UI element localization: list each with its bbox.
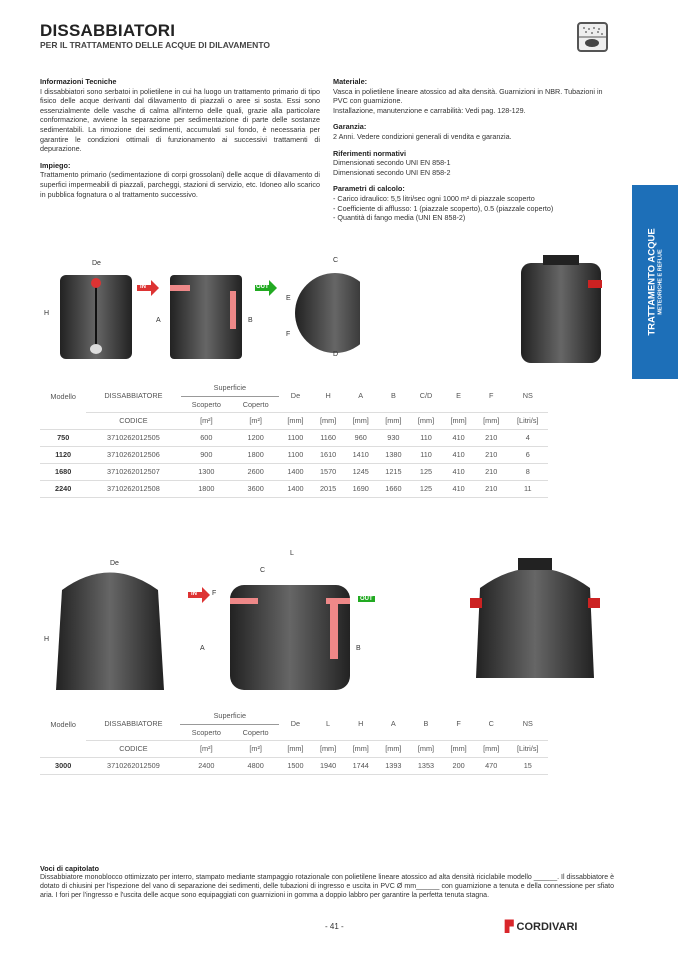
col-header: L <box>312 708 345 740</box>
col-dissabbiatore: DISSABBIATORE <box>86 380 180 412</box>
unit-cell: [mm] <box>475 740 508 757</box>
table-cell: 1393 <box>377 757 410 774</box>
units-row <box>40 412 548 429</box>
sand-separator-icon <box>577 22 608 52</box>
label-l: L <box>290 550 294 557</box>
table-cell: 1100 <box>279 429 312 446</box>
table-cell: 3710262012505 <box>86 429 180 446</box>
table-cell: 1690 <box>344 480 377 497</box>
table-cell: 6 <box>508 446 548 463</box>
table-cell: 1610 <box>312 446 345 463</box>
unit-cell: [mm] <box>279 740 312 757</box>
label-out: OUT <box>360 596 373 602</box>
table-cell: 930 <box>377 429 410 446</box>
table-cell: 1245 <box>344 463 377 480</box>
unit-cell: [mm] <box>312 740 345 757</box>
unit-cell: [m²] <box>232 740 279 757</box>
table-cell: 1380 <box>377 446 410 463</box>
specification-text <box>40 864 614 900</box>
tech-info-text: I dissabbiatori sono serbatoi in polietilene in cui ha luogo un trattamento primario di tipo fisico delle acque derivanti dal dilavamento di piazzali o aree si sosta. Essi sono essenzialmente delle vasche di calma all'interno delle quali, grazie alla particolare conformazione, avviene la separazione per sedimentazione di parte delle sostanze sedimentabili. La rimozione dei sedimenti, accumulati sul fondo, è necessaria per garantire le condizioni ottimali di funzionamento ai successivi trattamenti di depurazione. <box>40 86 320 154</box>
col-header: H <box>312 380 345 412</box>
table-cell: 15 <box>508 757 548 774</box>
unit-cell: [mm] <box>410 740 443 757</box>
table-cell: 1353 <box>410 757 443 774</box>
unit-cell: [mm] <box>279 412 312 429</box>
table-cell: 1400 <box>279 480 312 497</box>
label-f: F <box>286 331 291 338</box>
specs-table-1 <box>40 380 548 498</box>
table-row <box>40 446 548 463</box>
table-cell: 410 <box>442 480 475 497</box>
label-e: E <box>286 295 291 302</box>
page-number: - 41 - <box>325 922 344 931</box>
table-cell: 2600 <box>232 463 279 480</box>
table-cell: 1800 <box>181 480 233 497</box>
col-coperto: Coperto <box>232 724 279 740</box>
table-cell: 110 <box>410 446 443 463</box>
col-superficie: Superficie <box>181 380 280 396</box>
table-cell: 1570 <box>312 463 345 480</box>
table-cell: 600 <box>181 429 233 446</box>
unit-cell: [Litri/s] <box>508 740 548 757</box>
brand-name: CORDIVARI <box>516 921 578 933</box>
table-cell: 410 <box>442 463 475 480</box>
table-cell: 11 <box>508 480 548 497</box>
col-scoperto: Scoperto <box>181 396 233 412</box>
table-cell: 3600 <box>232 480 279 497</box>
model-cell: 750 <box>40 429 86 446</box>
col-header: H <box>344 708 377 740</box>
table-cell: 3710262012508 <box>86 480 180 497</box>
label-a: A <box>200 645 205 652</box>
unit-cell: [Litri/s] <box>508 412 548 429</box>
unit-cell: [mm] <box>410 412 443 429</box>
tank-photo-vertical <box>513 255 609 367</box>
unit-cell: [mm] <box>442 412 475 429</box>
material-text: Vasca in polietilene lineare atossico ad alta densità. Guarnizioni in NBR. Tubazioni in PVC con guarnizione. Installazione, manutenzione e carrabilità: Vedi pag. 128-129. <box>333 86 603 115</box>
tank-photo-horizontal <box>470 548 600 688</box>
label-in: IN <box>191 591 197 597</box>
warranty-heading: Garanzia: <box>333 122 367 132</box>
unit-cell: [mm] <box>377 740 410 757</box>
label-c: C <box>260 567 266 574</box>
page-title: DISSABBIATORI <box>40 21 176 40</box>
table-cell: 960 <box>344 429 377 446</box>
standards-heading: Riferimenti normativi <box>333 148 406 158</box>
label-h: H <box>44 310 50 317</box>
label-in: IN <box>140 284 146 290</box>
brand-logo <box>505 920 577 933</box>
table-cell: 1215 <box>377 463 410 480</box>
unit-cell: [mm] <box>344 740 377 757</box>
table-cell: 1160 <box>312 429 345 446</box>
label-c: C <box>333 257 339 264</box>
table-cell: 2400 <box>180 757 232 774</box>
unit-cell: [mm] <box>377 412 410 429</box>
col-header: C <box>475 708 508 740</box>
right-column <box>333 77 613 223</box>
table-cell: 1100 <box>279 446 312 463</box>
table-cell: 1400 <box>279 463 312 480</box>
col-header: E <box>442 380 475 412</box>
table-cell: 125 <box>410 480 443 497</box>
unit-cell: [mm] <box>312 412 345 429</box>
label-de: De <box>92 260 101 267</box>
table-cell: 1200 <box>232 429 279 446</box>
col-modello: Modello <box>50 719 76 729</box>
table-cell: 410 <box>442 446 475 463</box>
unit-cell: [mm] <box>344 412 377 429</box>
col-superficie: Superficie <box>180 708 279 724</box>
label-a: A <box>156 317 161 324</box>
col-header: C/D <box>410 380 443 412</box>
table-cell: 210 <box>475 463 508 480</box>
col-header: De <box>279 708 312 740</box>
table-cell: 210 <box>475 480 508 497</box>
table-cell: 900 <box>181 446 233 463</box>
section-tab-subtitle: METEORICHE E REFLUE <box>657 249 664 315</box>
table-cell: 470 <box>475 757 508 774</box>
unit-cell: CODICE <box>86 412 180 429</box>
table-cell: 8 <box>508 463 548 480</box>
col-header: F <box>442 708 475 740</box>
table-cell: 410 <box>442 429 475 446</box>
table-cell: 4800 <box>232 757 279 774</box>
table-cell: 125 <box>410 463 443 480</box>
section-tab <box>632 185 678 379</box>
table-cell: 3710262012507 <box>86 463 180 480</box>
unit-cell: [m²] <box>232 412 279 429</box>
table-cell: 3710262012509 <box>86 757 180 774</box>
voci-heading: Voci di capitolato <box>40 864 99 873</box>
col-scoperto: Scoperto <box>180 724 232 740</box>
model-cell: 2240 <box>40 480 86 497</box>
model-cell: 1120 <box>40 446 86 463</box>
label-de: De <box>110 560 119 567</box>
unit-cell: [m²] <box>181 412 233 429</box>
units-row <box>40 740 548 757</box>
table-cell: 3710262012506 <box>86 446 180 463</box>
table-cell: 1410 <box>344 446 377 463</box>
col-header: De <box>279 380 312 412</box>
table-cell: 210 <box>475 429 508 446</box>
label-out: OUT <box>256 284 269 290</box>
table-row <box>40 757 548 774</box>
col-header: NS <box>508 708 548 740</box>
table-cell: 210 <box>475 446 508 463</box>
calc-params-text: - Carico idraulico: 5,5 litri/sec ogni 1000 m² di piazzale scoperto - Coefficiente di afflusso: 1 (piazzale scoperto), 0.5 (piazzale coperto) - Quantità di fango media (UNI EN 858-2) <box>333 193 554 223</box>
label-h: H <box>44 636 50 643</box>
col-header: B <box>377 380 410 412</box>
table-row <box>40 480 548 497</box>
label-f: F <box>212 590 217 597</box>
tech-info-heading: Informazioni Tecniche <box>40 77 117 86</box>
table-cell: 1300 <box>181 463 233 480</box>
specs-table-2 <box>40 708 548 775</box>
unit-cell: [mm] <box>442 740 475 757</box>
label-d: D <box>333 351 339 358</box>
unit-cell: CODICE <box>86 740 180 757</box>
section-tab-title: TRATTAMENTO ACQUE <box>646 228 658 336</box>
tank-diagram-vertical <box>40 255 360 367</box>
table-cell: 1744 <box>344 757 377 774</box>
col-header: F <box>475 380 508 412</box>
table-row <box>40 429 548 446</box>
voci-text: Dissabbiatore monoblocco ottimizzato per interro, stampato mediante stampaggio rotazionale con polietilene lineare atossico ad alta densità riciclabile modello ______. Il dissabbiatore è dotato di chiusini per l'ispezione del vano di separazione dei sedimenti, delle tubazioni di ingresso e uscita in PVC Ø mm______ con guarnizione a tenuta e della connessione per sfiato aria. I fori per l'ingresso e l'uscita delle acque sono equipaggiati con guarnizioni in gomma a doppio labbro per garantire la perfetta tenuta stagna. <box>40 874 614 899</box>
warranty-text: 2 Anni. Vedere condizioni generali di vendita e garanzia. <box>333 131 512 141</box>
table-cell: 1660 <box>377 480 410 497</box>
table-cell: 2015 <box>312 480 345 497</box>
col-modello: Modello <box>50 391 76 401</box>
table-row <box>40 463 548 480</box>
model-cell: 1680 <box>40 463 86 480</box>
table-cell: 200 <box>442 757 475 774</box>
col-header: A <box>344 380 377 412</box>
tank-diagram-horizontal <box>40 550 380 700</box>
table-cell: 1940 <box>312 757 345 774</box>
table-cell: 4 <box>508 429 548 446</box>
usage-text: Trattamento primario (sedimentazione di corpi grossolani) delle acque di dilavamento di superfici impermeabili di piazzali, parcheggi, stazioni di servizio, etc. Idoneo allo scarico in pubblica fognatura o al trattamento successivo. <box>40 170 320 199</box>
unit-cell: [m²] <box>180 740 232 757</box>
label-b: B <box>248 317 253 324</box>
table-cell: 1500 <box>279 757 312 774</box>
col-header: NS <box>508 380 548 412</box>
material-heading: Materiale: <box>333 77 368 86</box>
unit-cell: [mm] <box>475 412 508 429</box>
table-cell: 110 <box>410 429 443 446</box>
col-header: B <box>410 708 443 740</box>
col-dissabbiatore: DISSABBIATORE <box>86 708 180 740</box>
col-coperto: Coperto <box>232 396 279 412</box>
calc-params-heading: Parametri di calcolo: <box>333 184 405 194</box>
label-b: B <box>356 645 361 652</box>
page-subtitle: PER IL TRATTAMENTO DELLE ACQUE DI DILAVAMENTO <box>40 40 270 50</box>
logo-mark-icon: ▛ <box>505 921 514 933</box>
col-header: A <box>377 708 410 740</box>
table-cell: 1800 <box>232 446 279 463</box>
left-column <box>40 77 320 199</box>
usage-heading: Impiego: <box>40 160 71 170</box>
standards-text: Dimensionati secondo UNI EN 858-1 Dimensionati secondo UNI EN 858-2 <box>333 158 451 177</box>
model-cell: 3000 <box>40 757 86 774</box>
